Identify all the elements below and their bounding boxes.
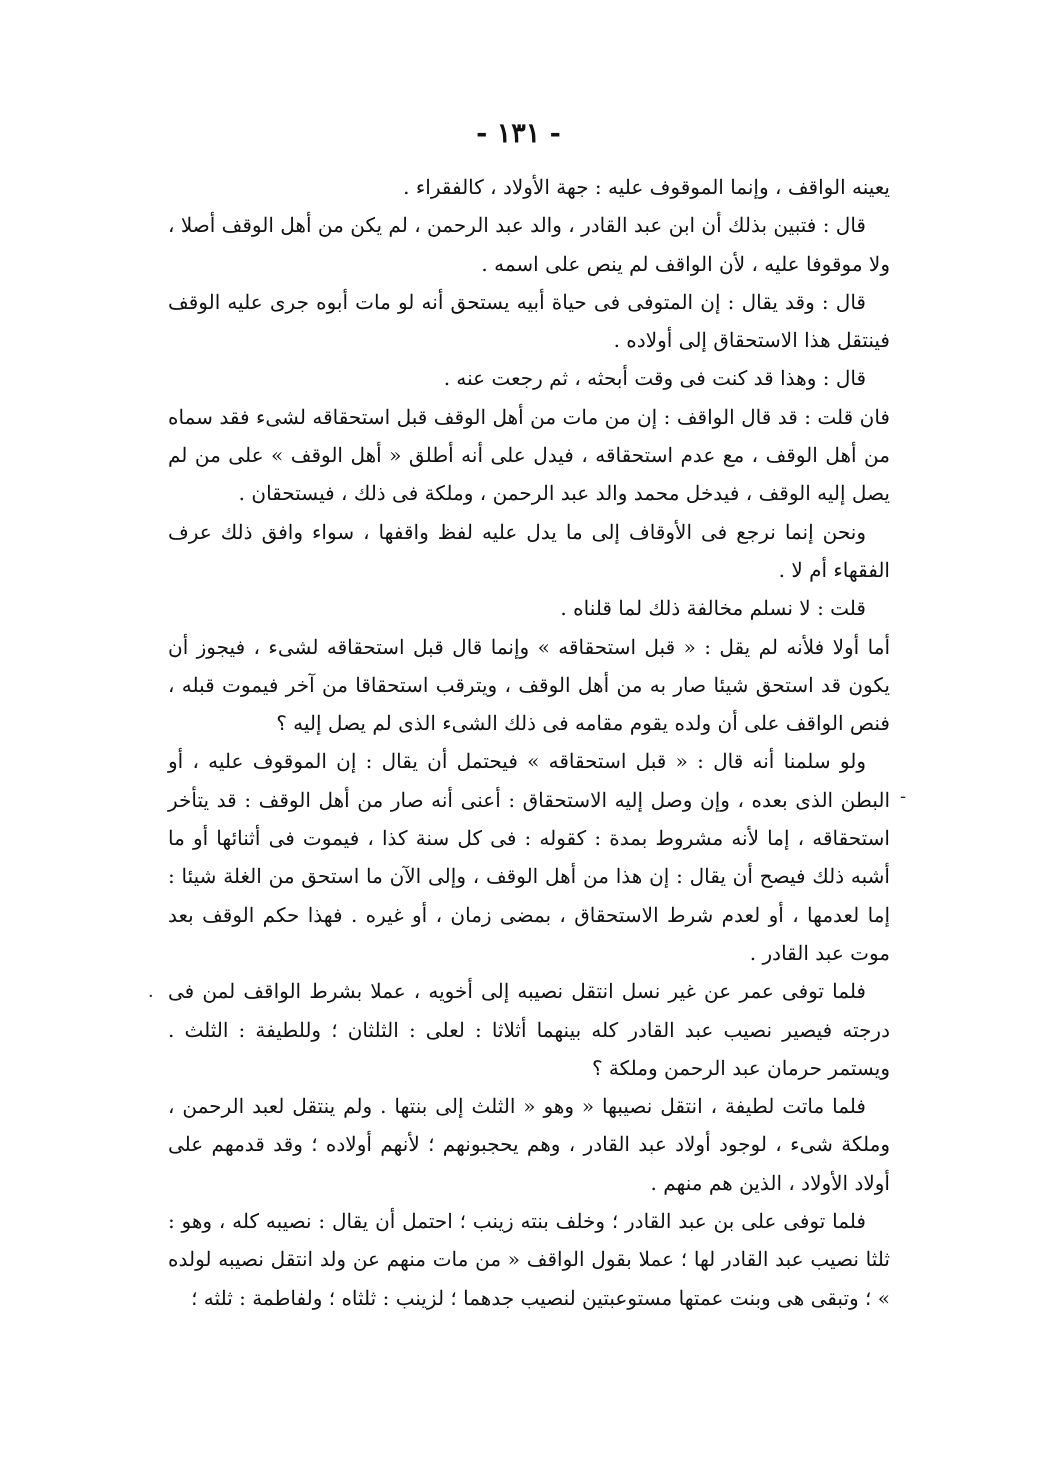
margin-dash-mark: - (900, 786, 907, 807)
paragraph: يعينه الواقف ، وإنما الموقوف عليه : جهة الأولاد ، كالفقراء . (403, 175, 890, 199)
paragraph: ونحن إنما نرجع فى الأوقاف إلى ما يدل عليه لفظ واقفها ، سواء وافق ذلك عرف الفقهاء أم لا . (168, 519, 890, 582)
paragraph: ولو سلمنا أنه قال : « قبل استحقاقه » فيحتمل أن يقال : إن الموقوف عليه ، أو البطن الذى بعده ، وإن وصل إليه الاستحقاق : أعنى أنه صار من أهل الوقف : قد يتأخر استحقاقه ، إما لأنه مشروط بمدة : كقوله : فى كل سنة كذا ، فيموت فى أثنائها أو ما أشبه ذلك فيصح أن يقال : إن هذا من أهل الوقف ، وإلى الآن ما استحق من الغلة شيئا : إما لعدمها ، أو لعدم شرط الاستحقاق ، بمضى زمان ، أو غيره . فهذا حكم الوقف بعد موت عبد القادر . (168, 749, 890, 965)
paragraph: قال : وقد يقال : إن المتوفى فى حياة أبيه يستحق أنه لو مات أبوه جرى عليه الوقف فينتقل هذا الاستحقاق إلى أولاده . (168, 289, 890, 353)
page-number: - ١٣١ - (476, 118, 561, 149)
paragraph: فلما توفى على بن عبد القادر ؛ وخلف بنته زينب ؛ احتمل أن يقال : نصيبه كله ، وهو : ثلثا نصيب عبد القادر لها ؛ عملا بقول الواقف « من مات منهم عن ولد انتقل نصيبه لولده » ؛ وتبقى هى وبنت عمتها مستوعبتين لنصيب جدهما ؛ لزينب : ثلثاه ؛ ولفاطمة : ثلثه ؛ (168, 1209, 890, 1310)
body-text (168, 168, 890, 1317)
paragraph: فلما توفى عمر عن غير نسل انتقل نصيبه إلى أخويه ، عملا بشرط الواقف لمن فى درجته فيصير نصيب عبد القادر كله بينهما أثلاثا : لعلى : الثلثان ؛ وللطيفة : الثلث . ويستمر حرمان عبد الرحمن وملكة ؟ (168, 979, 890, 1080)
margin-dot-mark: · (148, 986, 154, 1007)
paragraph: قال : وهذا قد كنت فى وقت أبحثه ، ثم رجعت عنه . (443, 366, 866, 391)
paragraph: فان قلت : قد قال الواقف : إن من مات من أهل الوقف قبل استحقاقه لشىء فقد سماه من أهل الوقف ، مع عدم استحقاقه ، فيدل على أنه أطلق « أهل الوقف » على من لم يصل إليه الوقف ، فيدخل محمد والد عبد الرحمن ، وملكة فى ذلك ، فيستحقان . (168, 404, 890, 506)
paragraph: قلت : لا نسلم مخالفة ذلك لما قلناه . (560, 596, 866, 621)
paragraph: فلما ماتت لطيفة ، انتقل نصيبها « وهو « الثلث إلى بنتها . ولم ينتقل لعبد الرحمن ، وملكة شىء ، لوجود أولاد عبد القادر ، وهم يحجبونهم ؛ لأنهم أولاده ؛ وقد قدمهم على أولاد الأولاد ، الذين هم منهم . (168, 1094, 890, 1195)
paragraph: قال : فتبين بذلك أن ابن عبد القادر ، والد عبد الرحمن ، لم يكن من أهل الوقف أصلا ، ولا موقوفا عليه ، لأن الواقف لم ينص على اسمه . (168, 213, 890, 276)
paragraph: أما أولا فلأنه لم يقل : « قبل استحقاقه » وإنما قال قبل استحقاقه لشىء ، فيجوز أن يكون قد استحق شيئا صار به من أهل الوقف ، ويترقب استحقاقا من آخر فيموت قبله ، فنص الواقف على أن ولده يقوم مقامه فى ذلك الشىء الذى لم يصل إليه ؟ (168, 634, 890, 736)
